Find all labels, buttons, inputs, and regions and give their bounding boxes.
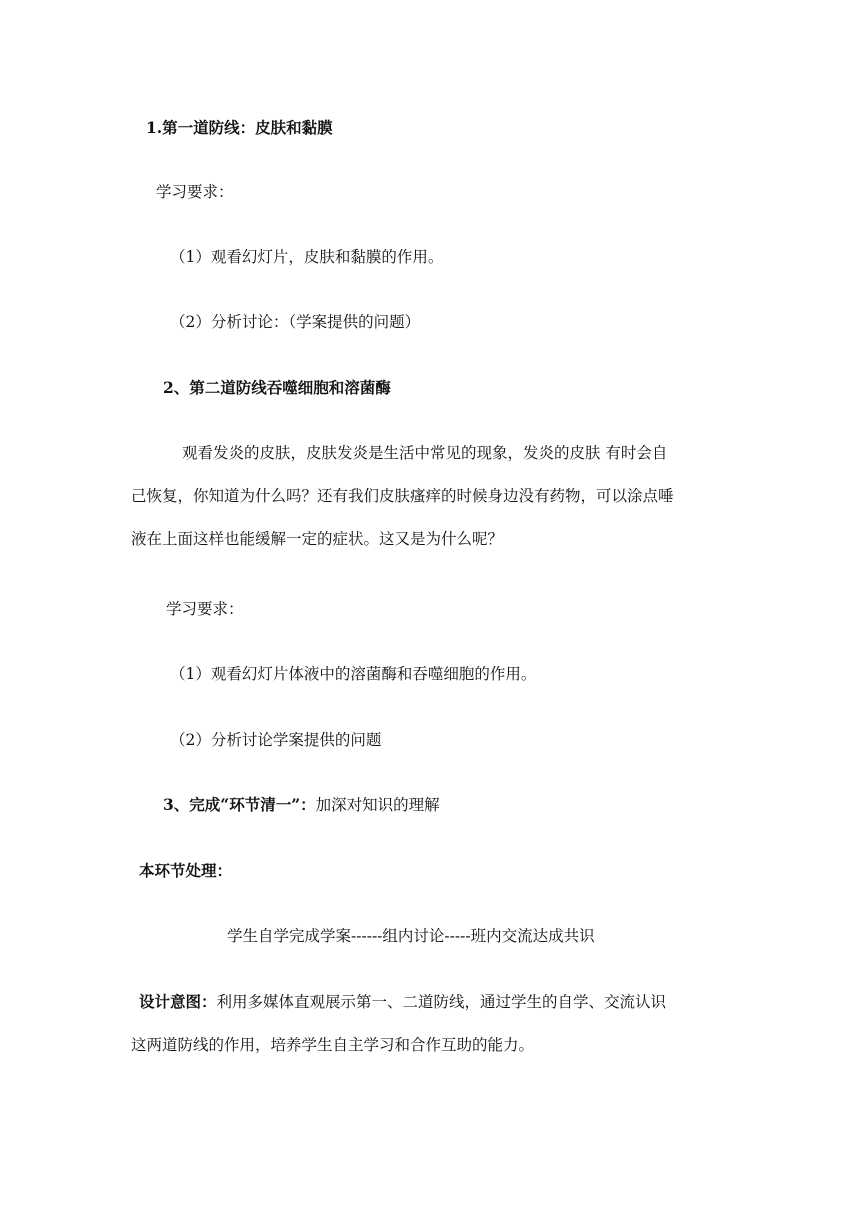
section3-heading (163, 795, 440, 815)
intent-line-2: 这两道防线的作用，培养学生自主学习和合作互助的能力。 (131, 1036, 535, 1054)
section2-paragraph-line-3: 液在上面这样也能缓解一定的症状。这又是为什么呢？ (131, 530, 504, 548)
section2-requirements-label: 学习要求： (166, 600, 244, 618)
processing-flow: 学生自学完成学案------组内讨论-----班内交流达成共识 (227, 927, 595, 945)
intent-line-1-text: 利用多媒体直观展示第一、二道防线，通过学生的自学、交流认识 (216, 993, 667, 1011)
section1-item-1: （1）观看幻灯片，皮肤和黏膜的作用。 (170, 248, 444, 266)
section2-item-2: （2）分析讨论学案提供的问题 (170, 731, 382, 749)
section1-heading: 1.第一道防线：皮肤和黏膜 (146, 118, 333, 137)
section3-heading-bold: 3、完成“环节清一”： (163, 795, 316, 814)
section2-paragraph-line-1: 观看发炎的皮肤，皮肤发炎是生活中常见的现象，发炎的皮肤 有时会自 (182, 444, 668, 462)
section2-heading: 2、第二道防线吞噬细胞和溶菌酶 (163, 378, 391, 397)
section1-requirements-label: 学习要求： (156, 183, 234, 201)
section2-paragraph-line-2: 己恢复，你知道为什么吗？还有我们皮肤瘙痒的时候身边没有药物，可以涂点唾 (131, 487, 674, 505)
intent-line-1 (139, 992, 666, 1012)
section3-heading-rest: 加深对知识的理解 (315, 796, 440, 814)
section2-item-1: （1）观看幻灯片体液中的溶菌酶和吞噬细胞的作用。 (170, 665, 537, 683)
intent-label: 设计意图： (139, 992, 217, 1011)
processing-label: 本环节处理： (139, 861, 233, 880)
section1-item-2: （2）分析讨论：（学案提供的问题） (170, 313, 421, 331)
